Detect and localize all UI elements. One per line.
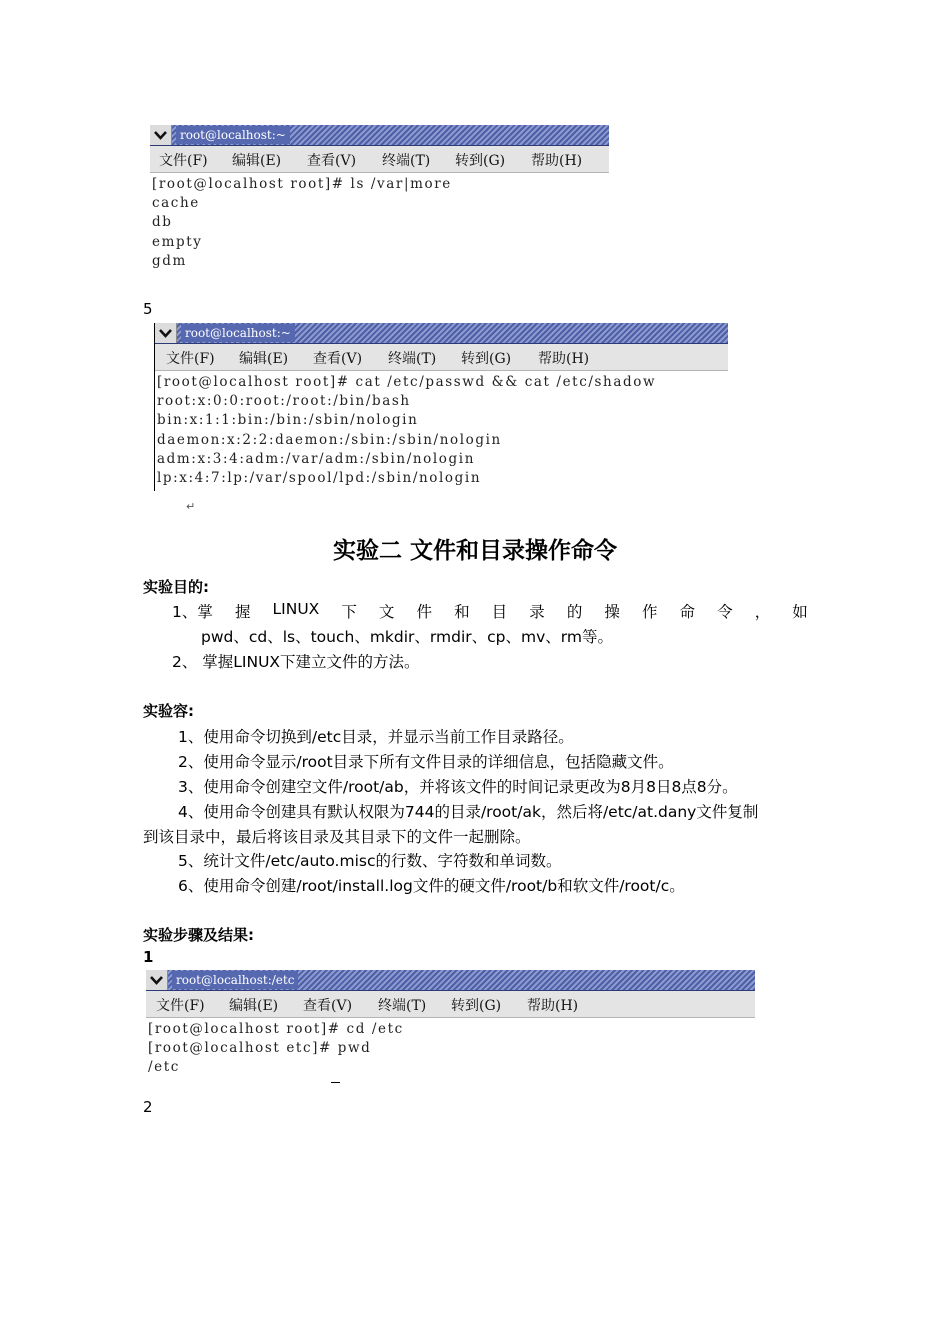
step-number: 5 bbox=[143, 300, 153, 318]
menu-view[interactable]: 查看(V) bbox=[303, 998, 353, 1014]
terminal-output bbox=[146, 1018, 755, 1078]
window-title: root@localhost:/etc bbox=[172, 971, 298, 989]
terminal-line: gdm bbox=[152, 252, 187, 269]
window-menu-button[interactable] bbox=[155, 323, 177, 343]
purpose-word: 操 bbox=[604, 603, 620, 621]
terminal-line: [root@localhost root]# cat /etc/passwd && cat /etc/shadow bbox=[157, 374, 657, 390]
terminal-output bbox=[155, 371, 728, 488]
terminal-titlebar bbox=[146, 970, 755, 991]
purpose-word: 的 bbox=[566, 603, 583, 621]
terminal-line: adm:x:3:4:adm:/var/adm:/sbin/nologin bbox=[157, 450, 475, 467]
terminal-screenshot-1 bbox=[150, 125, 609, 275]
steps-label: 实验步骤及结果: bbox=[143, 926, 254, 944]
menu-goto[interactable]: 转到(G) bbox=[451, 998, 502, 1014]
content-label: 实验容: bbox=[143, 702, 194, 720]
content-item-continued: 到该目录中，最后将该目录及其目录下的文件一起删除。 bbox=[143, 828, 531, 846]
page-title: 实验二 文件和目录操作命令 bbox=[332, 538, 617, 564]
purpose-word: 文 bbox=[378, 603, 395, 621]
window-menu-button[interactable] bbox=[150, 125, 172, 145]
menu-terminal[interactable]: 终端(T) bbox=[378, 998, 427, 1014]
menu-terminal[interactable]: 终端(T) bbox=[382, 153, 431, 169]
terminal-cursor bbox=[331, 1082, 340, 1083]
content-item: 4、使用命令创建具有默认权限为744的目录/root/ak，然后将/etc/at.dany文件复制 bbox=[178, 803, 759, 821]
purpose-item-2: 2、 掌握LINUX下建立文件的方法。 bbox=[172, 653, 420, 671]
window-menu-button[interactable] bbox=[146, 970, 168, 990]
terminal-line: db bbox=[152, 214, 173, 231]
terminal-line: lp:x:4:7:lp:/var/spool/lpd:/sbin/nologin bbox=[157, 469, 482, 486]
terminal-titlebar bbox=[155, 323, 728, 344]
terminal-menubar bbox=[146, 991, 755, 1018]
menu-goto[interactable]: 转到(G) bbox=[461, 351, 512, 367]
purpose-word: 握 bbox=[234, 603, 251, 621]
purpose-word: LINUX bbox=[272, 600, 320, 618]
terminal-line: empty bbox=[152, 233, 203, 250]
purpose-word: 作 bbox=[641, 603, 658, 621]
terminal-menubar bbox=[155, 344, 728, 371]
purpose-word: 命 bbox=[679, 603, 696, 621]
content-item: 2、使用命令显示/root目录下所有文件目录的详细信息，包括隐藏文件。 bbox=[178, 753, 674, 771]
content-item: 6、使用命令创建/root/install.log文件的硬文件/root/b和软文件/root/c。 bbox=[178, 877, 685, 895]
content-item: 5、统计文件/etc/auto.misc的行数、字符数和单词数。 bbox=[178, 852, 562, 870]
terminal-line: cache bbox=[152, 195, 200, 212]
terminal-menubar bbox=[150, 146, 609, 173]
paragraph-return-mark: ↵ bbox=[186, 500, 196, 513]
terminal-line: bin:x:1:1:bin:/bin:/sbin/nologin bbox=[157, 412, 419, 429]
menu-goto[interactable]: 转到(G) bbox=[455, 153, 506, 169]
menu-file[interactable]: 文件(F) bbox=[166, 351, 215, 367]
chevron-down-icon bbox=[150, 976, 163, 985]
menu-file[interactable]: 文件(F) bbox=[156, 998, 205, 1014]
step-number: 2 bbox=[143, 1098, 153, 1116]
terminal-line: root:x:0:0:root:/root:/bin/bash bbox=[157, 393, 411, 410]
purpose-item-1-continued: pwd、cd、ls、touch、mkdir、rmdir、cp、mv、rm等。 bbox=[201, 628, 613, 646]
menu-terminal[interactable]: 终端(T) bbox=[388, 351, 437, 367]
purpose-item-1 bbox=[172, 600, 808, 622]
terminal-line: [root@localhost root]# ls /var|more bbox=[152, 176, 452, 192]
purpose-word: ， bbox=[754, 603, 771, 621]
menu-help[interactable]: 帮助(H) bbox=[527, 998, 579, 1014]
terminal-titlebar bbox=[150, 125, 609, 146]
purpose-word: 1、掌 bbox=[172, 603, 213, 621]
terminal-line: daemon:x:2:2:daemon:/sbin:/sbin/nologin bbox=[157, 431, 502, 448]
menu-help[interactable]: 帮助(H) bbox=[531, 153, 583, 169]
purpose-word: 件 bbox=[416, 603, 433, 621]
menu-edit[interactable]: 编辑(E) bbox=[239, 351, 289, 367]
purpose-word: 和 bbox=[454, 603, 470, 621]
terminal-line: [root@localhost root]# cd /etc bbox=[148, 1021, 404, 1037]
purpose-label: 实验目的: bbox=[143, 578, 209, 596]
terminal-line: [root@localhost etc]# pwd bbox=[148, 1040, 372, 1057]
menu-view[interactable]: 查看(V) bbox=[313, 351, 363, 367]
chevron-down-icon bbox=[159, 329, 172, 338]
window-title: root@localhost:~ bbox=[181, 324, 295, 342]
purpose-word: 目 bbox=[491, 603, 508, 621]
terminal-line: /etc bbox=[148, 1059, 180, 1076]
content-item: 1、使用命令切换到/etc目录，并显示当前工作目录路径。 bbox=[178, 728, 574, 746]
terminal-screenshot-2 bbox=[154, 323, 728, 491]
terminal-output bbox=[150, 173, 609, 271]
menu-edit[interactable]: 编辑(E) bbox=[232, 153, 282, 169]
menu-help[interactable]: 帮助(H) bbox=[538, 351, 590, 367]
step-number: 1 bbox=[143, 948, 154, 966]
window-title: root@localhost:~ bbox=[176, 126, 290, 144]
chevron-down-icon bbox=[154, 131, 167, 140]
menu-view[interactable]: 查看(V) bbox=[307, 153, 357, 169]
purpose-word: 下 bbox=[341, 603, 357, 621]
terminal-screenshot-3 bbox=[146, 970, 755, 1086]
menu-file[interactable]: 文件(F) bbox=[159, 153, 208, 169]
purpose-word: 令 bbox=[717, 603, 733, 621]
purpose-word: 录 bbox=[529, 603, 545, 621]
content-item: 3、使用命令创建空文件/root/ab，并将该文件的时间记录更改为8月8日8点8分。 bbox=[178, 778, 738, 796]
purpose-word: 如 bbox=[792, 603, 808, 621]
menu-edit[interactable]: 编辑(E) bbox=[229, 998, 279, 1014]
